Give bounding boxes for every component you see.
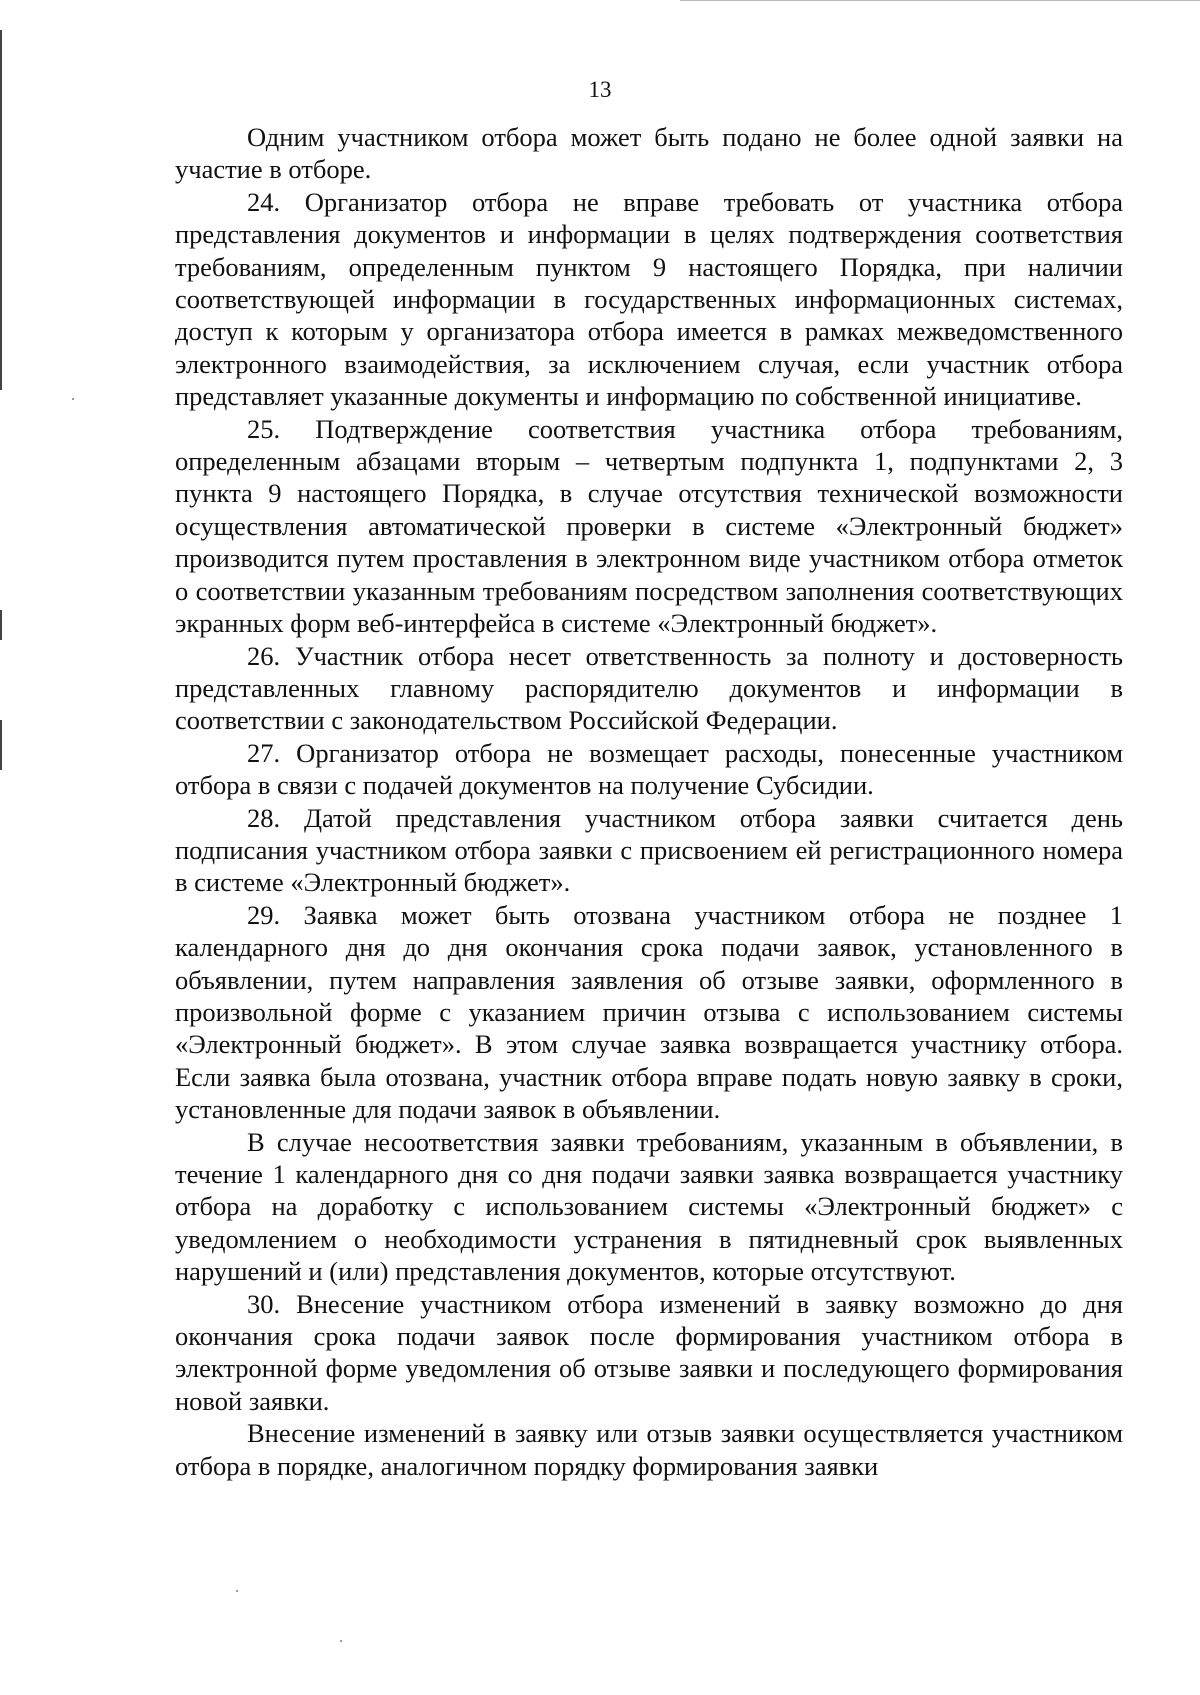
scan-left-edge-mark (0, 610, 2, 640)
paragraph-intro: Одним участником отбора может быть подано не более одной заявки на участие в отборе. (175, 122, 1123, 185)
paragraph-28: 28. Датой представления участником отбора заявки считается день подписания участником отбора заявки с присвоением ей регистрационного номера в системе «Электронный бюджет». (175, 802, 1123, 898)
scan-left-edge-mark (0, 720, 2, 770)
scan-speck (72, 398, 74, 400)
paragraph-27: 27. Организатор отбора не возмещает расходы, понесенные участником отбора в связи с подачей документов на получение Субсидии. (175, 737, 1123, 801)
paragraph-25: 25. Подтверждение соответствия участника отбора требованиям, определенным абзацами вторым – четвертым подпункта 1, подпунктами 2, 3 пункта 9 настоящего Порядка, в случае отсутствия технической возможности осуществления автоматической проверки в системе «Электронный бюджет» производится путем проставления в электронном виде участником отбора отметок о соответствии указанным требованиям посредством заполнения соответствующих экранных форм веб-интерфейса в системе «Электронный бюджет». (175, 413, 1123, 639)
paragraph-30: 30. Внесение участником отбора изменений в заявку возможно до дня окончания срока подачи заявок после формирования участником отбора в электронной форме уведомления об отзыве заявки и последующего формирования новой заявки. (175, 1288, 1123, 1416)
paragraph-26: 26. Участник отбора несет ответственность за полноту и достоверность представленных главному распорядителю документов и информации в соответствии с законодательством Российской Федерации. (175, 640, 1123, 736)
scan-speck (236, 1590, 238, 1592)
scan-top-edge-line (680, 0, 1200, 1)
document-body (175, 121, 1123, 1482)
page-number: 13 (588, 77, 612, 102)
paragraph-29-continued: В случае несоответствия заявки требованиям, указанным в объявлении, в течение 1 календарного дня со дня подачи заявки заявка возвращается участнику отбора на доработку с использованием системы «Электронный бюджет» с уведомлением о необходимости устранения в пятидневный срок выявленных нарушений и (или) представления документов, которые отсутствуют. (175, 1126, 1123, 1287)
paragraph-30-continued: Внесение изменений в заявку или отзыв заявки осуществляется участником отбора в порядке, аналогичном порядку формирования заявки (175, 1418, 1123, 1481)
paragraph-24: 24. Организатор отбора не вправе требовать от участника отбора представления документов и информации в целях подтверждения соответствия требованиям, определенным пунктом 9 настоящего Порядка, при наличии соответствующей информации в государственных информационных системах, доступ к которым у организатора отбора имеется в рамках межведомственного электронного взаимодействия, за исключением случая, если участник отбора представляет указанные документы и информацию по собственной инициативе. (175, 186, 1123, 412)
scan-speck (340, 1640, 342, 1642)
paragraph-29: 29. Заявка может быть отозвана участником отбора не позднее 1 календарного дня до дня окончания срока подачи заявок, установленного в объявлении, путем направления заявления об отзыве заявки, оформленного в произвольной форме с указанием причин отзыва с использованием системы «Электронный бюджет». В этом случае заявка возвращается участнику отбора. Если заявка была отозвана, участник отбора вправе подать новую заявку в сроки, установленные для подачи заявок в объявлении. (175, 899, 1123, 1125)
